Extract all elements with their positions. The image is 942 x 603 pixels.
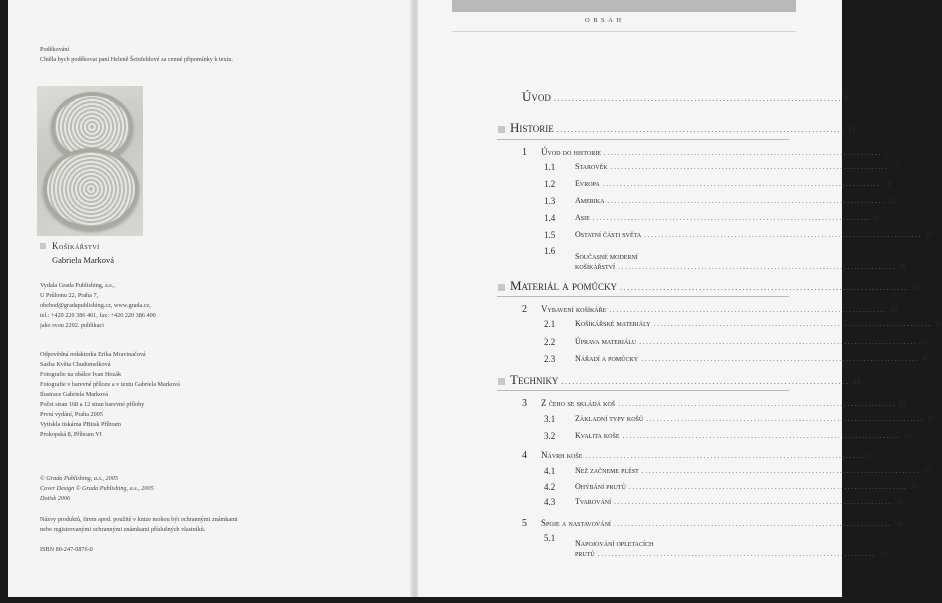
toc-entry-zakladni-typy-kosu[interactable]: Základní typy košů ................................................................................ 51: [575, 414, 935, 423]
copyright-block: [40, 474, 154, 504]
header-divider: [452, 31, 796, 32]
credit-line: Vytiskla tiskárna PBtisk Příbram: [40, 421, 121, 428]
section-number: 2.1: [544, 319, 556, 329]
section-bullet-icon: [498, 378, 505, 385]
credit-line: Fotografie v barevné příloze a v textu Gabriela Marková: [40, 381, 180, 388]
toc-entry-navrh-kose[interactable]: Návrh koše ................................................................................ 55: [541, 450, 874, 460]
section-number: 1.3: [544, 196, 556, 206]
acknowledgement-text: Chtěla bych poděkovat paní Heleně Šeinfeldové za cenné připomínky k textu.: [40, 56, 233, 63]
header-bar: [452, 0, 796, 12]
acknowledgement: [40, 45, 233, 65]
section-number: 1.5: [544, 230, 556, 240]
square-bullet-icon: [40, 243, 46, 249]
section-number: 4.2: [544, 482, 556, 492]
toc-entry-napojovani-line1[interactable]: Napojování opletacích: [575, 539, 654, 548]
copyright-line: © Grada Publishing, a.s., 2005: [40, 475, 118, 482]
section-number: 5.1: [544, 533, 556, 543]
toc-entry-uvod[interactable]: Úvod ................................................................................ 9: [522, 89, 849, 104]
chapter-number: 3: [522, 398, 527, 409]
credit-line: Prokopská 8, Příbram VI: [40, 431, 102, 438]
credit-line: Odpovědná redaktorka Erika Mravinačová: [40, 351, 146, 358]
section-divider: [497, 139, 789, 140]
toc-entry-evropa[interactable]: Evropa ................................................................................ 16: [575, 179, 892, 188]
section-divider: [497, 296, 789, 297]
section-number: 4.3: [544, 497, 556, 507]
section-number: 1.4: [544, 213, 556, 223]
toc-entry-uvod-do-historie[interactable]: Úvod do historie ................................................................................ 13: [541, 147, 893, 157]
toc-entry-soucasne-moderni-line1[interactable]: Současné moderní: [575, 252, 638, 261]
credit-line: Ilustrace Gabriela Marková: [40, 391, 109, 398]
toc-entry-kvalita-kose[interactable]: Kvalita koše ................................................................................ 52: [575, 431, 912, 440]
publisher-line: obchod@gradapublishing.cz, www.grada.cz,: [40, 302, 151, 309]
section-number: 1.1: [544, 162, 556, 172]
section-divider: [497, 390, 789, 391]
toc-entry-material-a-pomucky[interactable]: Materiál a pomůcky ................................................................................ 29: [510, 278, 920, 293]
copyright-line: Dotisk 2006: [40, 495, 71, 502]
toc-entry-z-ceho-se-sklada-kos[interactable]: Z čeho se skládá koš ................................................................................ 51: [541, 398, 907, 408]
section-number: 1.6: [544, 246, 556, 256]
credit-line: Počet stran 168 a 12 stran barevné přílohy: [40, 401, 145, 408]
publisher-block: [40, 281, 156, 331]
section-number: 3.1: [544, 414, 556, 424]
trademark-notice: [40, 515, 238, 535]
chapter-number: 1: [522, 147, 527, 158]
toc-entry-techniky[interactable]: Techniky ................................................................................ 49: [510, 372, 861, 387]
bleed-through-decoration: [258, 40, 274, 111]
toc-entry-nez-zacneme-plest[interactable]: Než začneme plést ................................................................................ 55: [575, 466, 931, 475]
cover-photo: [37, 86, 143, 236]
section-number: 3.2: [544, 431, 556, 441]
toc-entry-starovek[interactable]: Starověk ................................................................................ 13: [575, 162, 900, 171]
publisher-line: tel.: +420 220 386 401, fax: +420 220 386 400: [40, 312, 156, 319]
toc-entry-vybaveni-kosikare[interactable]: Vybavení košíkáře ................................................................................ 31: [541, 304, 898, 314]
publisher-line: Vydala Grada Publishing, a.s.,: [40, 282, 115, 289]
section-number: 1.2: [544, 179, 556, 189]
acknowledgement-heading: Poděkování: [40, 46, 70, 53]
contents-header: OBSAH: [585, 17, 625, 24]
section-number: 2.3: [544, 354, 556, 364]
isbn: ISBN 80-247-0876-0: [40, 546, 93, 553]
toc-entry-amerika[interactable]: Amerika ................................................................................ 22: [575, 196, 896, 205]
credit-line: Fotografie na obálce Ivan Hozák: [40, 371, 122, 378]
section-bullet-icon: [498, 284, 505, 291]
book-title: Košíkářství: [40, 241, 100, 251]
trademark-line: Názvy produktů, firem apod. použité v knize mohou být ochrannými známkami: [40, 516, 238, 523]
copyright-line: Cover Design © Grada Publishing, a.s., 2005: [40, 485, 154, 492]
chapter-number: 5: [522, 518, 527, 529]
toc-entry-napojovani-opletacich-prutu[interactable]: prutů ................................................................................ 59: [575, 549, 887, 558]
publisher-line: jako svou 2292. publikaci: [40, 322, 104, 329]
credit-line: První vydání, Praha 2005: [40, 411, 103, 418]
toc-entry-spoje-a-nastavovani[interactable]: Spoje a nastavování ................................................................................ 59: [541, 518, 903, 528]
toc-entry-naradi-a-pomucky[interactable]: Nářadí a pomůcky ................................................................................ 47: [575, 354, 930, 363]
credits-block: [40, 350, 180, 440]
toc-entry-asie[interactable]: Asie ................................................................................ 25: [575, 213, 882, 222]
toc-entry-ostatni-casti-sveta[interactable]: Ostatní části světa ................................................................................ 27: [575, 230, 933, 239]
chapter-number: 4: [522, 450, 527, 461]
trademark-line: nebo registrovanými ochrannými známkami příslušných vlastníků.: [40, 526, 206, 533]
book-author: Gabriela Marková: [52, 255, 115, 265]
publisher-line: U Průhonu 22, Praha 7,: [40, 292, 99, 299]
section-number: 2.2: [544, 337, 556, 347]
toc-entry-soucasne-moderni[interactable]: košíkářství ................................................................................ 28: [575, 262, 907, 271]
toc-entry-kosikarske-materialy[interactable]: Košíkářské materiály ................................................................................ 31: [575, 319, 942, 328]
section-number: 4.1: [544, 466, 556, 476]
credit-line: Sazba Květa Chudomelková: [40, 361, 111, 368]
toc-entry-uprava-materialu[interactable]: Úprava materiálu ................................................................................ 42: [575, 337, 928, 346]
toc-entry-ohybani-prutu[interactable]: Ohýbání prutů ................................................................................ 55: [575, 482, 918, 491]
toc-entry-historie[interactable]: Historie ................................................................................ 11: [510, 120, 856, 135]
section-bullet-icon: [498, 126, 505, 133]
toc-entry-tvarovani[interactable]: Tvarování ................................................................................ 56: [575, 497, 903, 506]
chapter-number: 2: [522, 304, 527, 315]
basket-image-bottom: [43, 148, 139, 230]
